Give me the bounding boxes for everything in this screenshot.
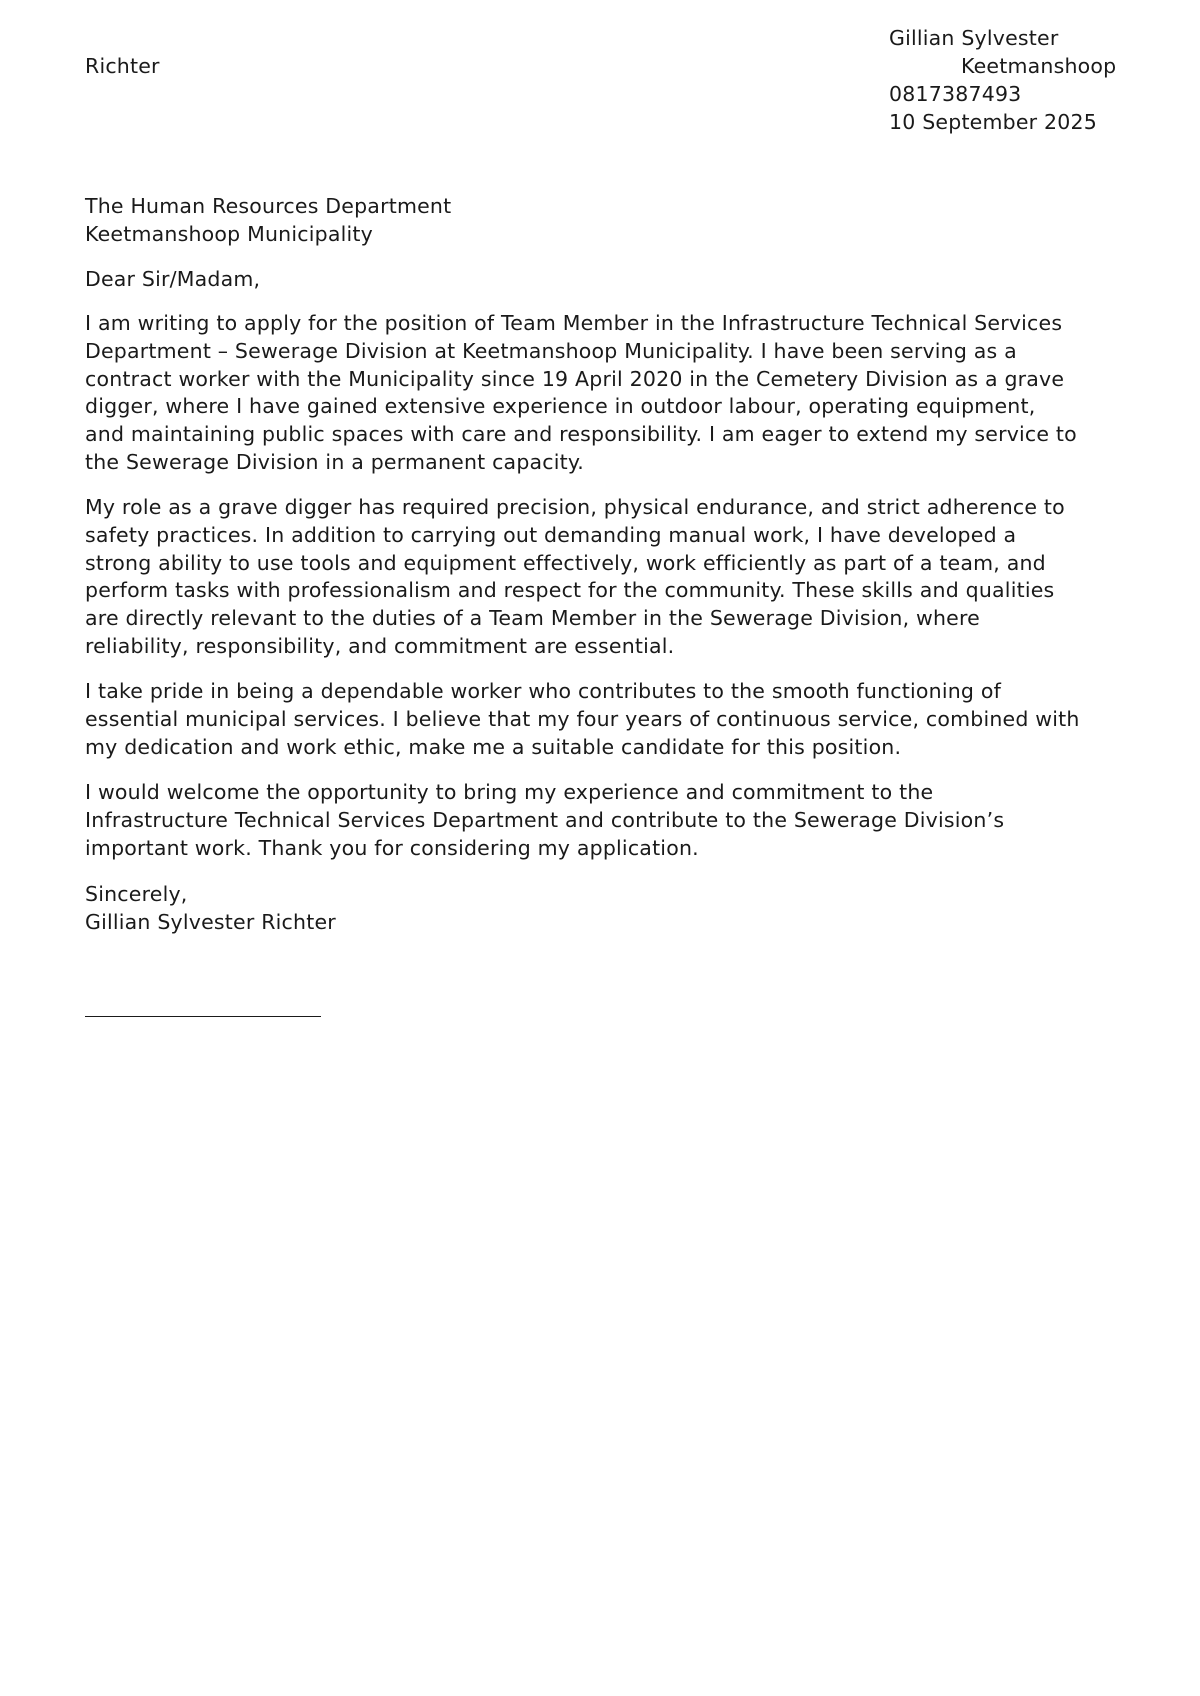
paragraph-line: the Sewerage Division in a permanent capacity. [85, 449, 585, 474]
paragraph-line: Infrastructure Technical Services Department and contribute to the Sewerage Division’s [85, 807, 1005, 832]
signature-line [85, 1016, 321, 1017]
body-paragraph-2 [85, 494, 1145, 661]
paragraph-line: essential municipal services. I believe that my four years of continuous service, combined with [85, 706, 1080, 731]
paragraph-line: perform tasks with professionalism and respect for the community. These skills and qualities [85, 578, 1055, 603]
paragraph-line: safety practices. In addition to carrying out demanding manual work, I have developed a [85, 522, 1017, 547]
paragraph-line: I am writing to apply for the position of Team Member in the Infrastructure Technical Services [85, 311, 1063, 335]
sender-name-second-line: Richter [85, 54, 160, 78]
sender-name-first-line: Gillian Sylvester [889, 26, 1059, 50]
paragraph-line: My role as a grave digger has required precision, physical endurance, and strict adherence to [85, 495, 1065, 519]
valediction: Sincerely, [85, 882, 188, 906]
paragraph-line: digger, where I have gained extensive experience in outdoor labour, operating equipment, [85, 394, 1036, 419]
salutation: Dear Sir/Madam, [85, 267, 261, 291]
paragraph-line: my dedication and work ethic, make me a suitable candidate for this position. [85, 734, 902, 759]
paragraph-line: important work. Thank you for considering my application. [85, 835, 699, 860]
sender-town: Keetmanshoop [961, 54, 1117, 78]
body-paragraph-3 [85, 678, 1145, 761]
paragraph-line: I would welcome the opportunity to bring my experience and commitment to the [85, 780, 934, 804]
paragraph-line: Department – Sewerage Division at Keetmanshoop Municipality. I have been serving as a [85, 338, 1017, 363]
paragraph-line: contract worker with the Municipality since 19 April 2020 in the Cemetery Division as a grave [85, 366, 1065, 391]
signature-name: Gillian Sylvester Richter [85, 910, 336, 934]
paragraph-line: reliability, responsibility, and commitment are essential. [85, 633, 675, 658]
recipient-organization: Keetmanshoop Municipality [85, 222, 373, 246]
letter-date: 10 September 2025 [889, 110, 1097, 134]
body-paragraph-1 [85, 310, 1145, 477]
sender-phone: 0817387493 [889, 82, 1022, 106]
paragraph-line: I take pride in being a dependable worker who contributes to the smooth functioning of [85, 679, 1002, 703]
paragraph-line: are directly relevant to the duties of a Team Member in the Sewerage Division, where [85, 606, 980, 631]
body-paragraph-4 [85, 779, 1145, 862]
paragraph-line: and maintaining public spaces with care and responsibility. I am eager to extend my service to [85, 422, 1077, 447]
recipient-department: The Human Resources Department [85, 194, 452, 218]
paragraph-line: strong ability to use tools and equipment effectively, work efficiently as part of a team, and [85, 550, 1046, 575]
